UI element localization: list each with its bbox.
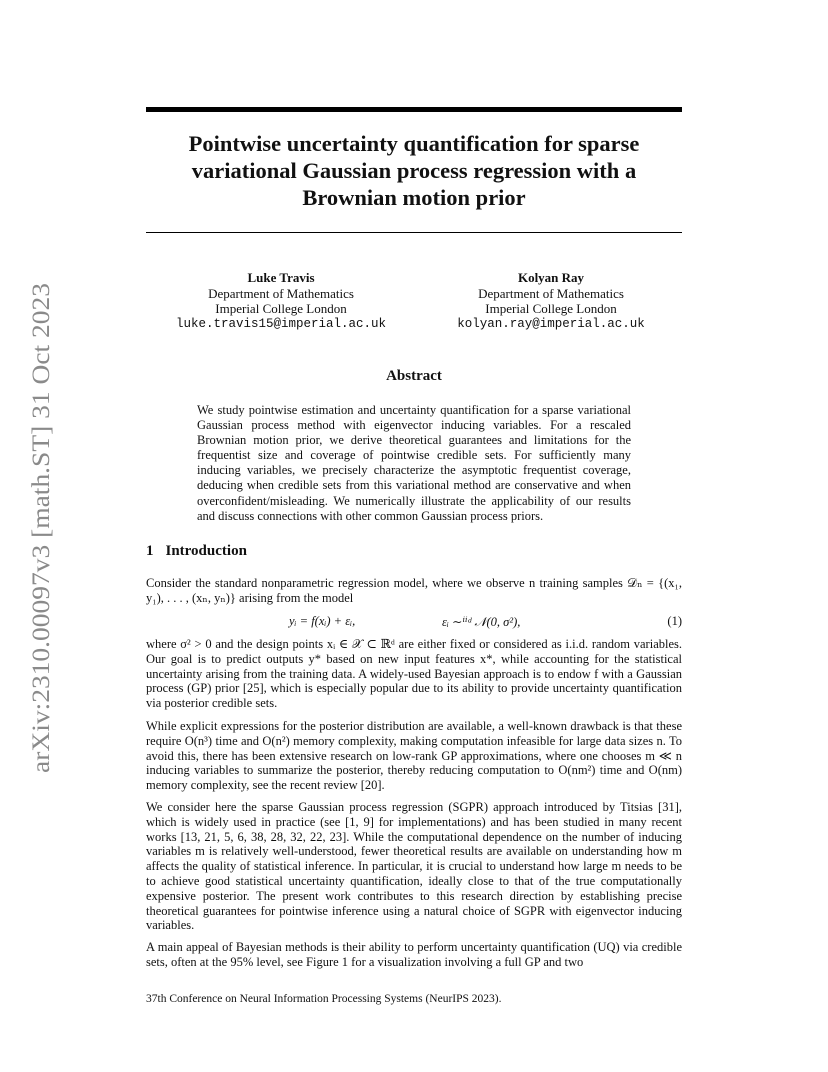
section-heading <box>146 543 247 560</box>
paragraph-2: where σ² > 0 and the design points xᵢ ∈ 𝒳 ⊂ ℝᵈ are either fixed or considered as i.i.d. random variables. Our goal is to predict outputs y* based on new input features x*, while accounting for the statistical uncertainty arising from the training data. A widely-used Bayesian approach is to endow f with a Gaussian process (GP) prior [25], which is especially popular due to its ability to provide uncertainty quantification via posterior credible sets. <box>146 637 682 711</box>
title-bottom-rule <box>146 232 682 233</box>
paragraph-5: A main appeal of Bayesian methods is their ability to perform uncertainty quantification (UQ) via credible sets, often at the 95% level, see Figure 1 for a visualization involving a full GP and two <box>146 940 682 969</box>
arxiv-stamp <box>2 278 72 778</box>
author-email[interactable]: luke.travis15@imperial.ac.uk <box>175 316 387 331</box>
section-number: 1 <box>146 543 154 559</box>
paragraph-3: While explicit expressions for the posterior distribution are available, a well-known drawback is that these require O(n³) time and O(n²) memory complexity, making computation infeasible for large data sizes n. To avoid this, there has been extensive research on low-rank GP approximations, where one chooses m ≪ n inducing variables to summarize the posterior, thereby reducing computation to O(nm²) time and O(nm) memory complexity, see the recent review [20]. <box>146 719 682 793</box>
author-email[interactable]: kolyan.ray@imperial.ac.uk <box>457 316 645 331</box>
author-department: Department of Mathematics <box>208 285 354 301</box>
arxiv-stamp-text: arXiv:2310.00097v3 [math.ST] 31 Oct 2023 <box>28 327 55 773</box>
author-department: Department of Mathematics <box>478 285 624 301</box>
author-name: Kolyan Ray <box>517 270 585 285</box>
equation-1 <box>146 614 682 630</box>
equation-left: yᵢ = f(xᵢ) + εᵢ, <box>289 614 356 628</box>
conference-footnote: 37th Conference on Neural Information Processing Systems (NeurIPS 2023). <box>146 993 502 1005</box>
section-title-text: Introduction <box>165 543 247 559</box>
author-2 <box>426 270 676 332</box>
abstract-text: We study pointwise estimation and uncertainty quantification for a sparse variational Gaussian process method with eigenvector inducing variables. For a rescaled Brownian motion prior, we derive theoretical guarantees and limitations for the frequentist size and coverage of pointwise credible sets. For sufficiently many inducing variables, we precisely characterize the asymptotic frequentist coverage, deducing when credible sets from this variational method are conservative and when overconfident/misleading. We numerically illustrate the applicability of our results and discuss connections with other common Gaussian process priors. <box>197 403 631 523</box>
paper-title: Pointwise uncertainty quantification for sparse variational Gaussian process regression with a Brownian motion prior <box>188 131 640 210</box>
paragraph-1: Consider the standard nonparametric regression model, where we observe n training samples 𝒟ₙ = {(x₁, y₁), . . . , (xₙ, yₙ)} arising from the model <box>146 576 682 605</box>
author-institution: Imperial College London <box>215 301 347 316</box>
equation-right: εᵢ ∼ⁱⁱᵈ 𝒩(0, σ²), <box>442 615 521 629</box>
author-name: Luke Travis <box>247 270 315 285</box>
abstract-heading: Abstract <box>386 368 442 384</box>
title-top-rule <box>146 107 682 112</box>
equation-number: (1) <box>667 614 682 628</box>
author-1 <box>156 270 406 332</box>
paragraph-4: We consider here the sparse Gaussian process regression (SGPR) approach introduced by Titsias [31], which is widely used in practice (see [1, 9] for implementations) and has been studied in many recent works [13, 21, 5, 6, 38, 28, 32, 22, 23]. While the computational dependence on the number of inducing variables m is relatively well-understood, fewer theoretical results are available on understanding how m affects the quality of statistical inference. In particular, it is crucial to understand how large m needs to be to achieve good statistical uncertainty quantification, ideally close to that of the true computationally expensive posterior. The present work contributes to this research direction by establishing precise theoretical guarantees for pointwise inference using a natural choice of SGPR with eigenvector inducing variables. <box>146 800 682 933</box>
author-institution: Imperial College London <box>485 301 617 316</box>
